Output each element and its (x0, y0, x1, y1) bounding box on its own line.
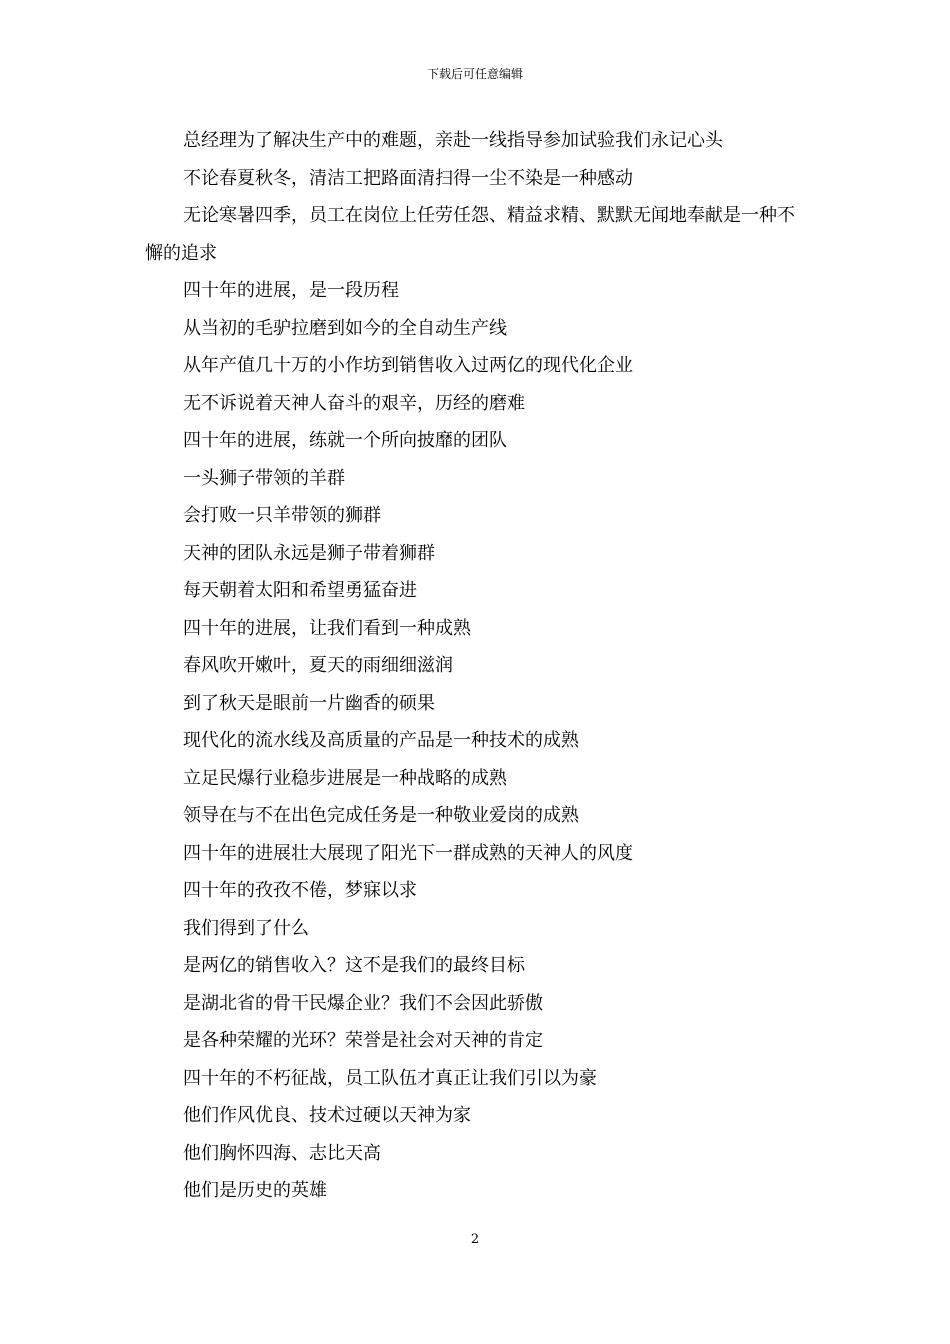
paragraph: 是各种荣耀的光环？荣誉是社会对天神的肯定 (183, 1030, 543, 1051)
paragraph: 会打败一只羊带领的狮群 (183, 505, 381, 526)
paragraph: 四十年的进展壮大展现了阳光下一群成熟的天神人的风度 (183, 842, 633, 864)
paragraph: 一头狮子带领的羊群 (183, 467, 345, 489)
document-body (145, 122, 810, 1210)
paragraph: 立足民爆行业稳步进展是一种战略的成熟 (183, 767, 507, 789)
paragraph: 不论春夏秋冬，清洁工把路面清扫得一尘不染是一种感动 (183, 167, 633, 189)
paragraph: 是湖北省的骨干民爆企业？我们不会因此骄傲 (183, 992, 543, 1014)
paragraph: 四十年的进展，让我们看到一种成熟 (183, 617, 471, 639)
paragraph: 四十年的进展，练就一个所向披靡的团队 (183, 430, 507, 451)
paragraph: 领导在与不在出色完成任务是一种敬业爱岗的成熟 (183, 805, 579, 826)
paragraph: 四十年的不朽征战，员工队伍才真正让我们引以为豪 (183, 1067, 597, 1089)
paragraph: 总经理为了解决生产中的难题，亲赴一线指导参加试验我们永记心头 (183, 130, 723, 151)
paragraph: 从当初的毛驴拉磨到如今的全自动生产线 (183, 317, 507, 339)
paragraph: 从年产值几十万的小作坊到销售收入过两亿的现代化企业 (183, 355, 633, 376)
paragraph: 无论寒暑四季，员工在岗位上任劳任怨、精益求精、默默无闻地奉献是一种不懈的追求 (145, 205, 795, 264)
paragraph: 他们胸怀四海、志比天高 (183, 1142, 381, 1164)
page-number: 2 (470, 1232, 480, 1247)
paragraph: 是两亿的销售收入？这不是我们的最终目标 (183, 955, 525, 976)
paragraph: 我们得到了什么 (183, 917, 309, 939)
page-header: 下载后可任意编辑 (426, 67, 523, 81)
paragraph: 他们是历史的英雄 (183, 1180, 327, 1201)
paragraph: 无不诉说着天神人奋斗的艰辛，历经的磨难 (183, 392, 525, 414)
paragraph: 春风吹开嫩叶，夏天的雨细细滋润 (183, 655, 453, 676)
paragraph: 四十年的进展，是一段历程 (183, 280, 399, 301)
paragraph: 天神的团队永远是狮子带着狮群 (183, 542, 435, 564)
paragraph: 他们作风优良、技术过硬以天神为家 (183, 1105, 471, 1126)
paragraph: 四十年的孜孜不倦，梦寐以求 (183, 880, 417, 901)
paragraph: 每天朝着太阳和希望勇猛奋进 (183, 580, 417, 601)
paragraph: 到了秋天是眼前一片幽香的硕果 (183, 692, 435, 714)
paragraph: 现代化的流水线及高质量的产品是一种技术的成熟 (183, 730, 579, 751)
